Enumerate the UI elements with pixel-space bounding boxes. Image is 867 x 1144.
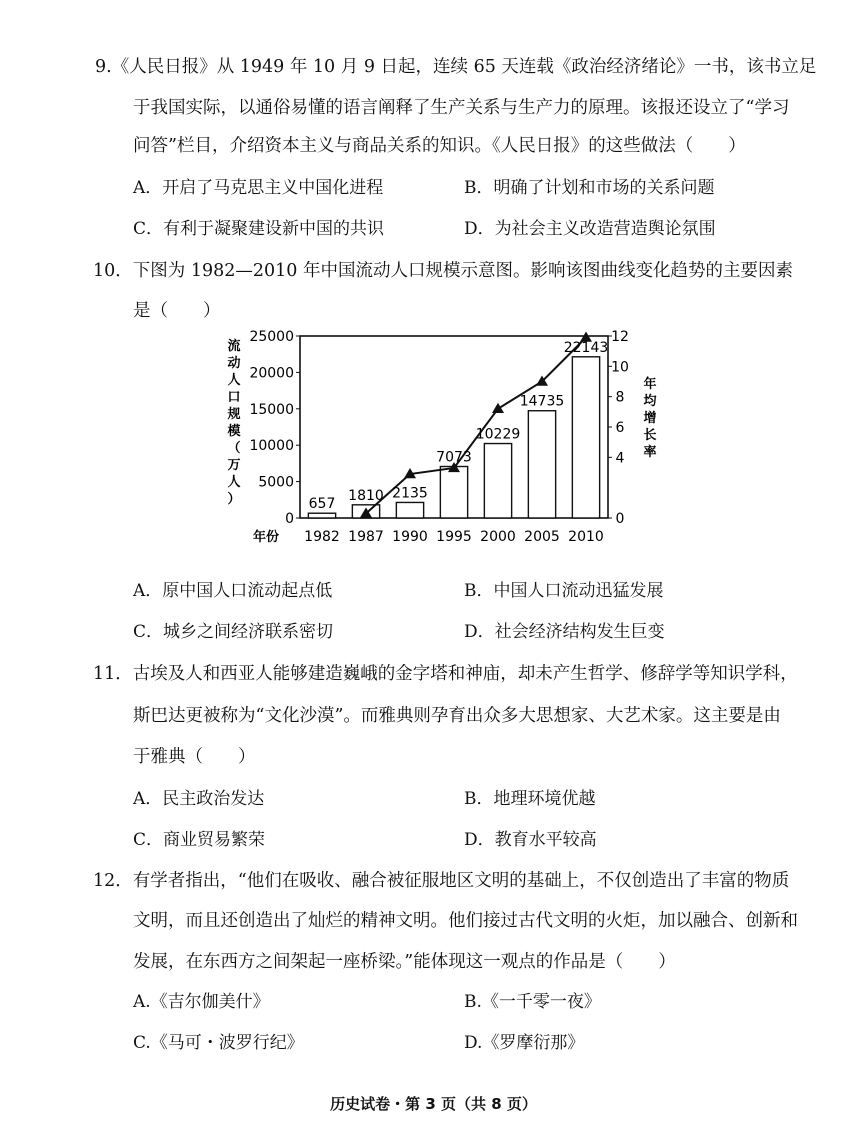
x-axis-title: 年份 bbox=[252, 530, 280, 545]
bar-value-label: 1810 bbox=[348, 487, 384, 504]
y2-tick-label: 0 bbox=[615, 511, 625, 527]
q11-option-a: A．民主政治发达 bbox=[133, 789, 265, 809]
svg-text:流: 流 bbox=[227, 339, 241, 354]
y2-axis-title bbox=[643, 376, 657, 460]
q11-line-3: 于雅典（ ） bbox=[133, 747, 256, 767]
svg-text:规: 规 bbox=[227, 407, 241, 422]
x-tick-label: 2010 bbox=[568, 529, 604, 545]
x-tick-label: 2005 bbox=[524, 529, 560, 545]
chart-bar bbox=[528, 411, 555, 518]
svg-text:模: 模 bbox=[227, 424, 241, 439]
q11-option-c: C．商业贸易繁荣 bbox=[133, 830, 266, 850]
svg-text:动: 动 bbox=[227, 356, 241, 371]
q9-line-1: 9.《人民日报》从 1949 年 10 月 9 日起，连续 65 天连载《政治经济绪论》一书，该书立足 bbox=[95, 57, 817, 77]
y-tick-label: 10000 bbox=[249, 438, 294, 455]
svg-text:增: 增 bbox=[643, 411, 657, 426]
q10-option-c: C．城乡之间经济联系密切 bbox=[133, 622, 334, 642]
svg-text:）: ） bbox=[227, 492, 241, 507]
q10-option-b: B．中国人口流动迅猛发展 bbox=[464, 581, 664, 601]
q12-option-b: B.《一千零一夜》 bbox=[464, 992, 601, 1012]
q12-option-d: D.《罗摩衍那》 bbox=[464, 1033, 585, 1053]
q12-line-3: 发展，在东西方之间架起一座桥梁。”能体现这一观点的作品是（ ） bbox=[133, 952, 676, 972]
y2-tick-label: 6 bbox=[615, 420, 625, 436]
bar-value-label: 14735 bbox=[519, 393, 565, 410]
q12-line-2: 文明，而且还创造出了灿烂的精神文明。他们接过古代文明的火炬，加以融合、创新和 bbox=[133, 911, 798, 931]
svg-text:率: 率 bbox=[643, 445, 657, 460]
x-tick-label: 1987 bbox=[348, 529, 384, 545]
y-axis-title bbox=[226, 338, 241, 507]
y-tick-label: 0 bbox=[285, 511, 294, 527]
q9-line-3: 问答”栏目，介绍资本主义与商品关系的知识。《人民日报》的这些做法（ ） bbox=[133, 136, 746, 156]
q12-line-1: 12．有学者指出，“他们在吸收、融合被征服地区文明的基础上，不仅创造出了丰富的物质 bbox=[93, 871, 790, 891]
q11-option-d: D．教育水平较高 bbox=[464, 830, 597, 850]
q12-option-a: A.《吉尔伽美什》 bbox=[133, 992, 270, 1012]
y-tick-label: 15000 bbox=[249, 401, 294, 418]
x-tick-label: 2000 bbox=[480, 529, 516, 545]
q9-option-c: C．有利于凝聚建设新中国的共识 bbox=[133, 219, 385, 239]
svg-text:均: 均 bbox=[643, 394, 657, 409]
svg-text:年: 年 bbox=[643, 377, 657, 392]
x-tick-label: 1990 bbox=[392, 529, 428, 545]
x-tick-label: 1995 bbox=[436, 529, 472, 545]
bar-value-label: 2135 bbox=[392, 485, 428, 502]
q9-line-2: 于我国实际，以通俗易懂的语言阐释了生产关系与生产力的原理。该报还设立了“学习 bbox=[133, 98, 790, 118]
svg-text:人: 人 bbox=[227, 475, 241, 490]
q12-option-c: C.《马可・波罗行纪》 bbox=[133, 1033, 304, 1053]
svg-text:口: 口 bbox=[227, 390, 241, 405]
page-footer: 历史试卷・第 3 页（共 8 页） bbox=[330, 1095, 537, 1113]
svg-text:万: 万 bbox=[227, 458, 241, 473]
svg-text:（: （ bbox=[227, 441, 241, 456]
bar-value-label: 10229 bbox=[475, 426, 521, 443]
x-tick-label: 1982 bbox=[304, 529, 340, 545]
population-chart bbox=[224, 326, 684, 551]
y-tick-label: 5000 bbox=[258, 474, 294, 491]
q9-option-d: D．为社会主义改造营造舆论氛围 bbox=[464, 219, 716, 239]
bar-value-label: 657 bbox=[308, 496, 336, 513]
y-tick-label: 20000 bbox=[249, 365, 294, 382]
q10-line-1: 10．下图为 1982—2010 年中国流动人口规模示意图。影响该图曲线变化趋势的主要因素 bbox=[93, 261, 793, 281]
q10-line-2: 是（ ） bbox=[133, 301, 221, 321]
y2-tick-label: 8 bbox=[615, 389, 625, 406]
chart-bar bbox=[572, 357, 599, 518]
bar-value-label: 7073 bbox=[436, 449, 472, 466]
y2-tick-label: 12 bbox=[611, 329, 629, 345]
bar-value-label: 22143 bbox=[563, 339, 609, 356]
y2-tick-label: 4 bbox=[615, 450, 625, 467]
q10-option-d: D．社会经济结构发生巨变 bbox=[464, 622, 665, 642]
q11-line-1: 11．古埃及人和西亚人能够建造巍峨的金字塔和神庙，却未产生哲学、修辞学等知识学科， bbox=[93, 664, 798, 684]
q9-option-a: A．开启了马克思主义中国化进程 bbox=[133, 178, 384, 198]
y2-tick-label: 10 bbox=[611, 359, 629, 376]
svg-text:长: 长 bbox=[643, 428, 657, 443]
q11-line-2: 斯巴达更被称为“文化沙漠”。而雅典则孕育出众多大思想家、大艺术家。这主要是由 bbox=[133, 706, 781, 726]
y-tick-label: 25000 bbox=[249, 329, 294, 345]
growth-rate-point bbox=[492, 403, 504, 413]
q11-option-b: B．地理环境优越 bbox=[464, 789, 596, 809]
chart-bar bbox=[308, 513, 335, 518]
q9-option-b: B．明确了计划和市场的关系问题 bbox=[464, 178, 715, 198]
chart-bar bbox=[396, 502, 423, 518]
svg-text:人: 人 bbox=[227, 373, 241, 388]
q10-option-a: A．原中国人口流动起点低 bbox=[133, 581, 333, 601]
chart-bar bbox=[440, 467, 467, 518]
chart-bar bbox=[484, 444, 511, 518]
